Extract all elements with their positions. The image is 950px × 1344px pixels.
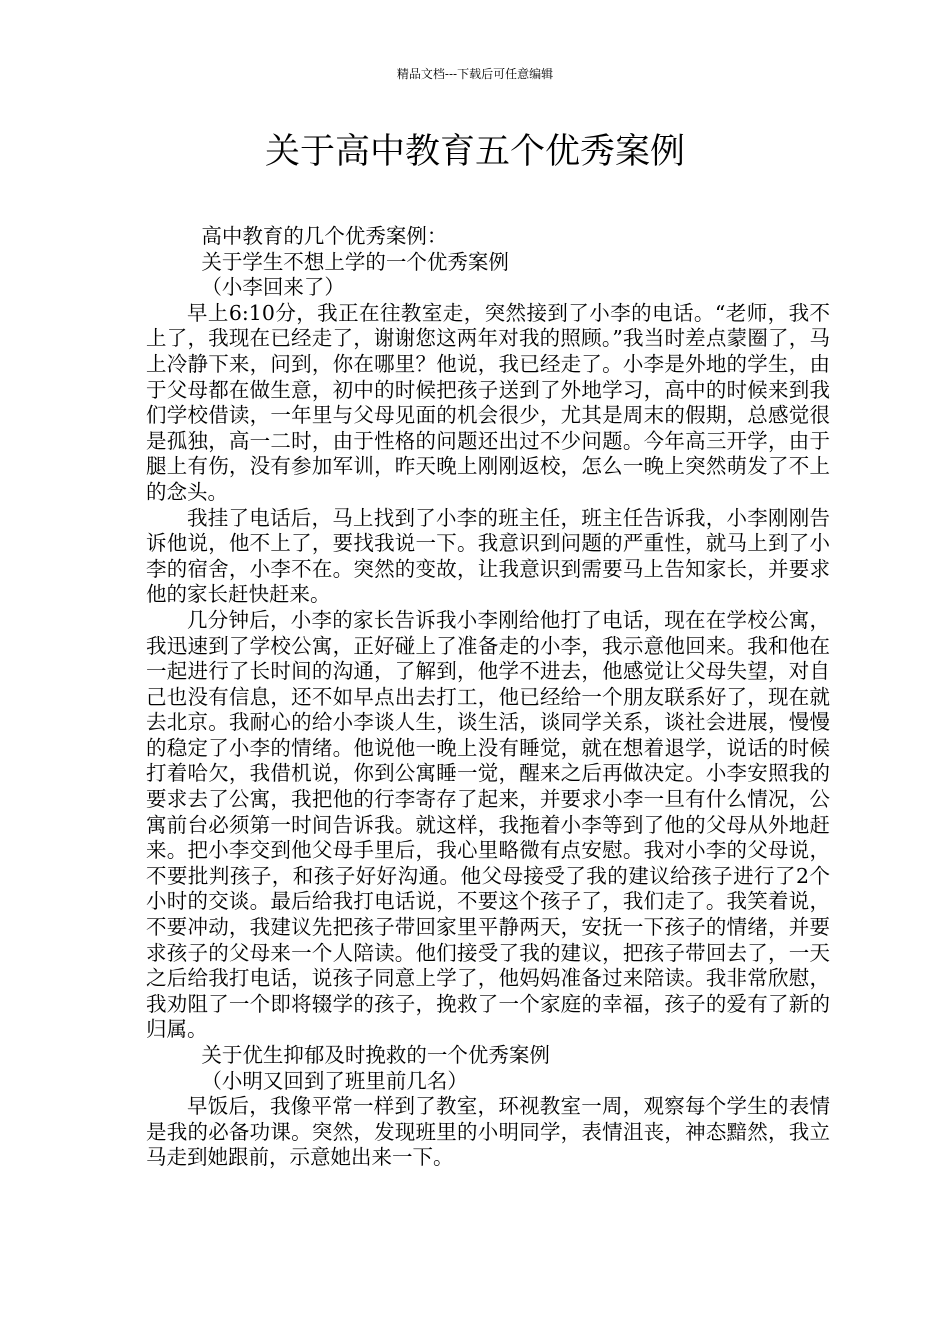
page-header: 精品文档---下载后可任意编辑 [396, 67, 554, 81]
body-paragraph: 几分钟后，小李的家长告诉我小李刚给他打了电话，现在在学校公寓，我迅速到了学校公寓，正好碰上了准备走的小李，我示意他回来。我和他在一起进行了长时间的沟通，了解到，他学不进去，他感觉让父母失望，对自己也没有信息，还不如早点出去打工，他已经给一个朋友联系好了，现在就去北京。我耐心的给小李谈人生，谈生活，谈同学关系，谈社会进展，慢慢的稳定了小李的情绪。他说他一晚上没有睡觉，就在想着退学，说话的时候打着哈欠，我借机说，你到公寓睡一觉，醒来之后再做决定。小李安照我的要求去了公寓，我把他的行李寄存了起来，并要求小李一旦有什么情况，公寓前台必须第一时间告诉我。就这样，我拖着小李等到了他的父母从外地赶来。把小李交到他父母手里后，我心里略微有点安慰。我对小李的父母说，不要批判孩子，和孩子好好沟通。他父母接受了我的建议给孩子进行了2个小时的交谈。最后给我打电话说，不要这个孩子了，我们走了。我笑着说，不要冲动，我建议先把孩子带回家里平静两天，安抚一下孩子的情绪，并要求孩子的父母来一个人陪读。他们接受了我的建议，把孩子带回去了，一天之后给我打电话，说孩子同意上学了，他妈妈准备过来陪读。我非常欣慰，我劝阻了一个即将辍学的孩子，挽救了一个家庭的幸福，孩子的爱有了新的归属。 [146, 607, 830, 1042]
case-1-title: 关于学生不想上学的一个优秀案例 [201, 249, 509, 274]
case-2-subtitle: （小明又回到了班里前几名） [201, 1068, 468, 1093]
body-paragraph: 早饭后，我像平常一样到了教室，环视教室一周，观察每个学生的表情是我的必备功课。突然，发现班里的小明同学，表情沮丧，神态黯然，我立马走到她跟前，示意她出来一下。 [146, 1094, 830, 1170]
body-paragraph: 我挂了电话后，马上找到了小李的班主任，班主任告诉我，小李刚刚告诉他说，他不上了，要找我说一下。我意识到问题的严重性，就马上到了小李的宿舍，小李不在。突然的变故，让我意识到需要马上告知家长，并要求他的家长赶快赶来。 [146, 505, 830, 607]
document-title: 关于高中教育五个优秀案例 [264, 132, 685, 172]
case-1-subtitle: （小李回来了） [201, 275, 345, 300]
section-intro-heading: 高中教育的几个优秀案例： [201, 224, 448, 248]
case-2-title: 关于优生抑郁及时挽救的一个优秀案例 [201, 1043, 550, 1067]
body-paragraph: 早上6:10分，我正在往教室走，突然接到了小李的电话。“老师，我不上了，我现在已经走了，谢谢您这两年对我的照顾。”我当时差点蒙圈了，马上冷静下来，问到，你在哪里？他说，我已经走了。小李是外地的学生，由于父母都在做生意，初中的时候把孩子送到了外地学习，高中的时候来到我们学校借读，一年里与父母见面的机会很少，尤其是周末的假期，总感觉很是孤独，高一二时，由于性格的问题还出过不少问题。今年高三开学，由于腿上有伤，没有参加军训，昨天晚上刚刚返校，怎么一晚上突然萌发了不上的念头。 [146, 300, 830, 504]
document-body [146, 224, 830, 1171]
